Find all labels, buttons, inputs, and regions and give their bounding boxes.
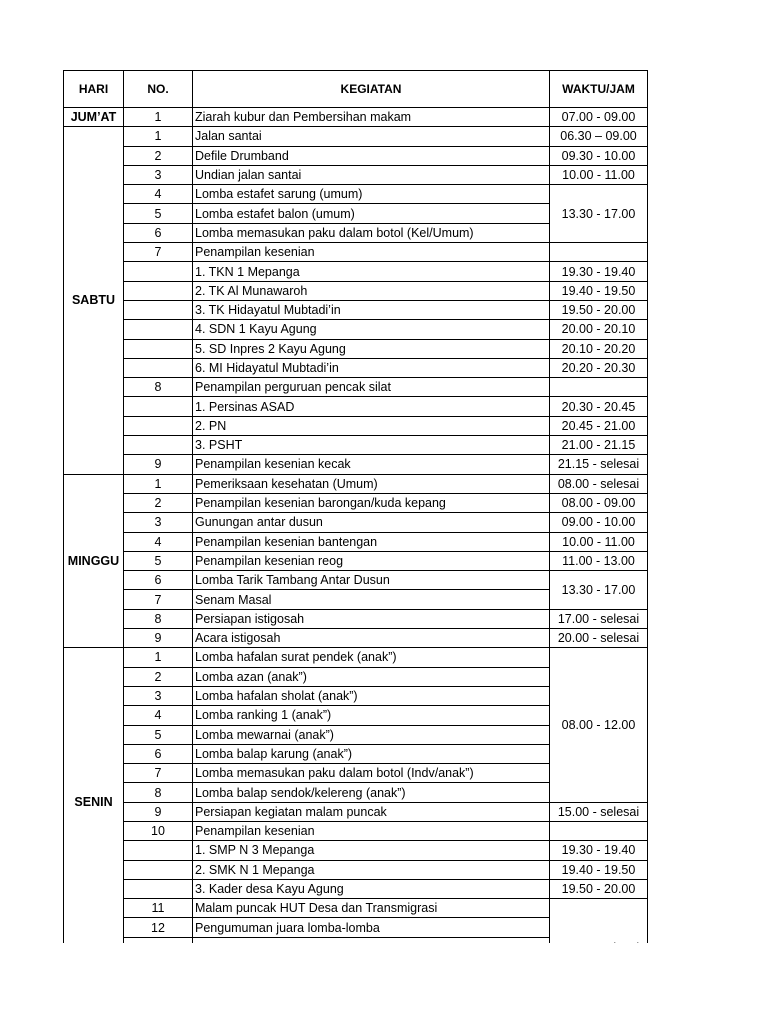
table-row: [64, 320, 648, 339]
number-cell: [124, 879, 193, 898]
number-cell: 1: [124, 127, 193, 146]
time-cell: 11.00 - 13.00: [550, 551, 648, 570]
number-cell: [124, 397, 193, 416]
time-cell: 19.50 - 20.00: [550, 300, 648, 319]
number-cell: 8: [124, 609, 193, 628]
day-cell: SABTU: [64, 127, 124, 474]
table-row: [64, 513, 648, 532]
table-row: [64, 281, 648, 300]
table-row: [64, 243, 648, 262]
table-row: [64, 339, 648, 358]
time-cell: 20.45 - 21.00: [550, 416, 648, 435]
number-cell: 1: [124, 474, 193, 493]
table-row: [64, 474, 648, 493]
activity-cell: 3. Kader desa Kayu Agung: [193, 879, 550, 898]
table-row: [64, 436, 648, 455]
number-cell: 6: [124, 571, 193, 590]
activity-cell: Penampilan kesenian bantengan: [193, 532, 550, 551]
activity-cell: Penampilan perguruan pencak silat: [193, 378, 550, 397]
number-cell: 3: [124, 165, 193, 184]
number-cell: [124, 841, 193, 860]
table-row: [64, 146, 648, 165]
activity-cell: Malam puncak HUT Desa dan Transmigrasi: [193, 899, 550, 918]
activity-cell: Persiapan kegiatan malam puncak: [193, 802, 550, 821]
number-cell: 2: [124, 667, 193, 686]
time-cell: 20.20 - 20.30: [550, 358, 648, 377]
table-row: [64, 629, 648, 648]
activity-cell: Senam Masal: [193, 590, 550, 609]
time-cell: 21.15 - selesai: [550, 455, 648, 474]
activity-cell: Jalan santai: [193, 127, 550, 146]
time-cell: 17.00 - selesai: [550, 609, 648, 628]
time-cell: 20.00 - selesai: [550, 629, 648, 648]
activity-cell: Lomba Tarik Tambang Antar Dusun: [193, 571, 550, 590]
activity-cell: Lomba memasukan paku dalam botol (Kel/Umum): [193, 223, 550, 242]
activity-cell: 2. PN: [193, 416, 550, 435]
number-cell: 7: [124, 764, 193, 783]
time-cell: 21.00 - 21.15: [550, 436, 648, 455]
activity-cell: Lomba estafet sarung (umum): [193, 185, 550, 204]
number-cell: 4: [124, 706, 193, 725]
activity-cell: Lomba mewarnai (anak”): [193, 725, 550, 744]
table-row: [64, 165, 648, 184]
number-cell: [124, 320, 193, 339]
time-cell: 13.30 - 17.00: [550, 571, 648, 610]
table-row: [64, 551, 648, 570]
activity-cell: Penampilan kesenian barongan/kuda kepang: [193, 493, 550, 512]
time-cell: 19.40 - 19.50: [550, 281, 648, 300]
number-cell: 12: [124, 918, 193, 937]
activity-cell: Penampilan kesenian kecak: [193, 455, 550, 474]
number-cell: 5: [124, 204, 193, 223]
table-row: [64, 860, 648, 879]
activity-cell: 2. TK Al Munawaroh: [193, 281, 550, 300]
number-cell: 8: [124, 783, 193, 802]
activity-cell: Lomba hafalan surat pendek (anak”): [193, 648, 550, 667]
table-row: [64, 532, 648, 551]
activity-cell: 5. SD Inpres 2 Kayu Agung: [193, 339, 550, 358]
number-cell: 7: [124, 590, 193, 609]
number-cell: 4: [124, 532, 193, 551]
header-waktu: WAKTU/JAM: [550, 71, 648, 108]
table-row: [64, 358, 648, 377]
table-row: [64, 455, 648, 474]
page-bottom-whitespace: [0, 943, 768, 1024]
time-cell: 09.00 - 10.00: [550, 513, 648, 532]
number-cell: 6: [124, 744, 193, 763]
table-row: [64, 802, 648, 821]
activity-cell: Pengumuman juara lomba-lomba: [193, 918, 550, 937]
activity-cell: Defile Drumband: [193, 146, 550, 165]
table-row: [64, 378, 648, 397]
table-row: [64, 648, 648, 667]
time-cell: 06.30 – 09.00: [550, 127, 648, 146]
activity-cell: 4. SDN 1 Kayu Agung: [193, 320, 550, 339]
time-cell: [550, 821, 648, 840]
table-row: [64, 108, 648, 127]
number-cell: 6: [124, 223, 193, 242]
activity-cell: Ziarah kubur dan Pembersihan makam: [193, 108, 550, 127]
time-cell: 08.00 - 12.00: [550, 648, 648, 802]
time-cell: [550, 243, 648, 262]
number-cell: 11: [124, 899, 193, 918]
number-cell: [124, 416, 193, 435]
number-cell: 2: [124, 146, 193, 165]
table-row: [64, 185, 648, 204]
activity-cell: Lomba memasukan paku dalam botol (Indv/anak”): [193, 764, 550, 783]
number-cell: 2: [124, 493, 193, 512]
number-cell: [124, 339, 193, 358]
activity-cell: Penampilan kesenian reog: [193, 551, 550, 570]
header-hari: HARI: [64, 71, 124, 108]
activity-cell: Acara istigosah: [193, 629, 550, 648]
table-row: [64, 493, 648, 512]
time-cell: 20.30 - 20.45: [550, 397, 648, 416]
time-cell: 08.00 - 09.00: [550, 493, 648, 512]
time-cell: 19.30 - 19.40: [550, 262, 648, 281]
time-cell: 20.10 - 20.20: [550, 339, 648, 358]
header-row: [64, 71, 648, 108]
activity-cell: Lomba balap karung (anak”): [193, 744, 550, 763]
activity-cell: Lomba azan (anak”): [193, 667, 550, 686]
activity-cell: Lomba balap sendok/kelereng (anak”): [193, 783, 550, 802]
schedule-table: [63, 70, 648, 957]
number-cell: 4: [124, 185, 193, 204]
time-cell: 19.50 - 20.00: [550, 879, 648, 898]
number-cell: [124, 281, 193, 300]
table-row: [64, 127, 648, 146]
number-cell: 1: [124, 648, 193, 667]
day-cell: MINGGU: [64, 474, 124, 648]
activity-cell: Persiapan istigosah: [193, 609, 550, 628]
number-cell: [124, 358, 193, 377]
activity-cell: 3. TK Hidayatul Mubtadi’in: [193, 300, 550, 319]
number-cell: [124, 860, 193, 879]
number-cell: 5: [124, 725, 193, 744]
time-cell: 07.00 - 09.00: [550, 108, 648, 127]
table-row: [64, 262, 648, 281]
time-cell: 09.30 - 10.00: [550, 146, 648, 165]
table-row: [64, 416, 648, 435]
number-cell: 8: [124, 378, 193, 397]
schedule-body: [64, 108, 648, 957]
time-cell: 19.30 - 19.40: [550, 841, 648, 860]
table-row: [64, 821, 648, 840]
number-cell: 3: [124, 686, 193, 705]
time-cell: 15.00 - selesai: [550, 802, 648, 821]
number-cell: [124, 436, 193, 455]
activity-cell: Lomba estafet balon (umum): [193, 204, 550, 223]
time-cell: 10.00 - 11.00: [550, 165, 648, 184]
time-cell: 10.00 - 11.00: [550, 532, 648, 551]
table-row: [64, 397, 648, 416]
time-cell: 08.00 - selesai: [550, 474, 648, 493]
time-cell: 19.40 - 19.50: [550, 860, 648, 879]
table-row: [64, 300, 648, 319]
time-cell: [550, 378, 648, 397]
activity-cell: 6. MI Hidayatul Mubtadi’in: [193, 358, 550, 377]
number-cell: [124, 300, 193, 319]
activity-cell: 1. SMP N 3 Mepanga: [193, 841, 550, 860]
number-cell: 3: [124, 513, 193, 532]
number-cell: 1: [124, 108, 193, 127]
activity-cell: 3. PSHT: [193, 436, 550, 455]
activity-cell: Undian jalan santai: [193, 165, 550, 184]
number-cell: 7: [124, 243, 193, 262]
time-cell: 20.00 - 20.10: [550, 320, 648, 339]
header-kegiatan: KEGIATAN: [193, 71, 550, 108]
activity-cell: Gunungan antar dusun: [193, 513, 550, 532]
number-cell: 9: [124, 802, 193, 821]
activity-cell: Pemeriksaan kesehatan (Umum): [193, 474, 550, 493]
number-cell: 10: [124, 821, 193, 840]
day-cell: JUM’AT: [64, 108, 124, 127]
activity-cell: 2. SMK N 1 Mepanga: [193, 860, 550, 879]
number-cell: 9: [124, 455, 193, 474]
number-cell: 9: [124, 629, 193, 648]
activity-cell: 1. Persinas ASAD: [193, 397, 550, 416]
day-cell: SENIN: [64, 648, 124, 957]
table-row: [64, 841, 648, 860]
time-cell: 13.30 - 17.00: [550, 185, 648, 243]
table-row: [64, 899, 648, 918]
table-row: [64, 879, 648, 898]
number-cell: [124, 262, 193, 281]
header-no: NO.: [124, 71, 193, 108]
table-row: [64, 571, 648, 590]
activity-cell: 1. TKN 1 Mepanga: [193, 262, 550, 281]
activity-cell: Penampilan kesenian: [193, 243, 550, 262]
activity-cell: Lomba hafalan sholat (anak”): [193, 686, 550, 705]
activity-cell: Lomba ranking 1 (anak”): [193, 706, 550, 725]
number-cell: 5: [124, 551, 193, 570]
activity-cell: Penampilan kesenian: [193, 821, 550, 840]
table-row: [64, 609, 648, 628]
